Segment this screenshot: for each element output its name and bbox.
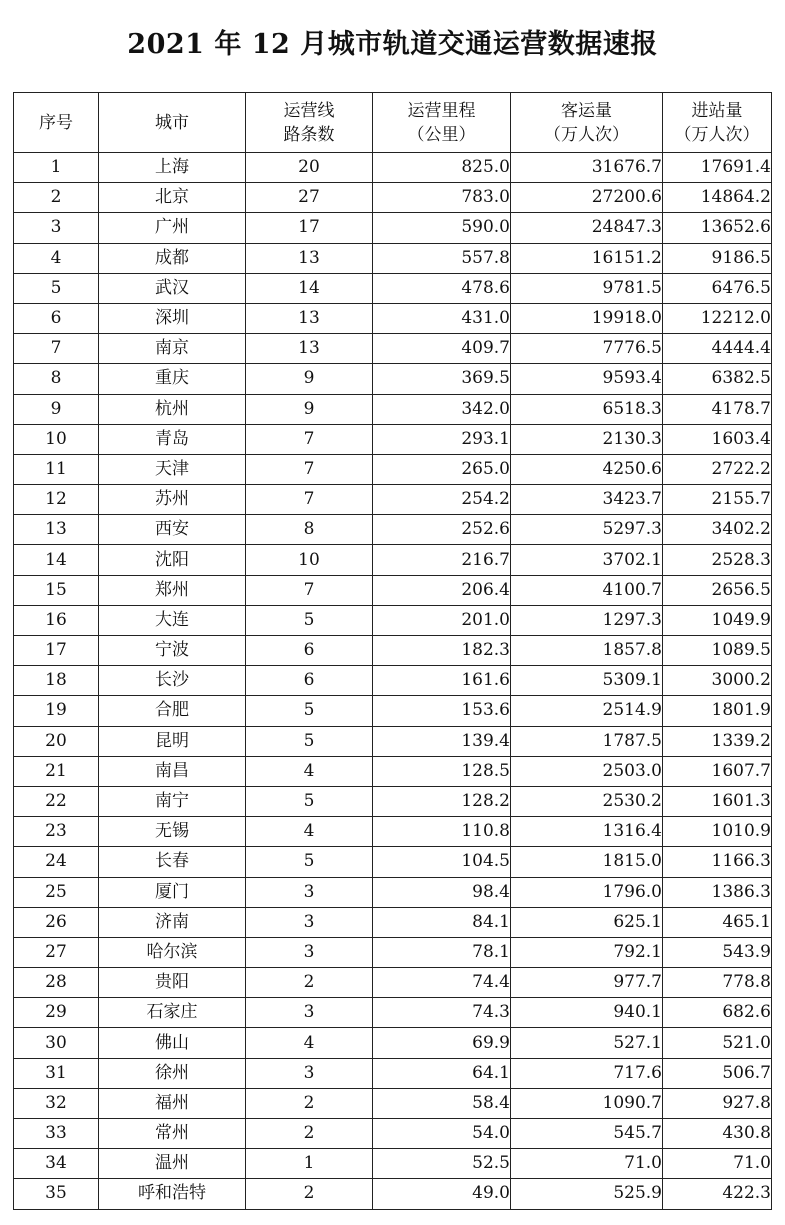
cell-line-count: 6 [246, 636, 373, 666]
cell-length: 64.1 [373, 1058, 511, 1088]
cell-length: 825.0 [373, 153, 511, 183]
cell-seq: 3 [14, 213, 99, 243]
table-row [14, 1119, 772, 1149]
cell-ridership: 545.7 [511, 1119, 663, 1149]
cell-ridership: 4250.6 [511, 454, 663, 484]
header-seq-line: 序号 [39, 112, 73, 133]
table-body [14, 153, 772, 1210]
header-ridership-line: （万人次） [544, 124, 629, 145]
cell-ridership: 27200.6 [511, 183, 663, 213]
cell-city: 长沙 [99, 666, 246, 696]
cell-ridership: 527.1 [511, 1028, 663, 1058]
table-row [14, 424, 772, 454]
cell-entries: 465.1 [663, 907, 772, 937]
cell-length: 206.4 [373, 575, 511, 605]
table-row [14, 756, 772, 786]
cell-line-count: 8 [246, 515, 373, 545]
cell-length: 128.2 [373, 786, 511, 816]
cell-seq: 19 [14, 696, 99, 726]
cell-seq: 13 [14, 515, 99, 545]
cell-ridership: 2130.3 [511, 424, 663, 454]
cell-city: 贵阳 [99, 968, 246, 998]
cell-entries: 430.8 [663, 1119, 772, 1149]
cell-ridership: 625.1 [511, 907, 663, 937]
header-city-line: 城市 [155, 112, 189, 133]
table-row [14, 575, 772, 605]
cell-ridership: 7776.5 [511, 334, 663, 364]
cell-line-count: 4 [246, 756, 373, 786]
cell-seq: 14 [14, 545, 99, 575]
table-row [14, 243, 772, 273]
cell-entries: 1089.5 [663, 636, 772, 666]
cell-seq: 12 [14, 485, 99, 515]
table-row [14, 1179, 772, 1209]
header-entries-line: （万人次） [674, 124, 760, 145]
cell-entries: 927.8 [663, 1088, 772, 1118]
cell-city: 杭州 [99, 394, 246, 424]
cell-entries: 2155.7 [663, 485, 772, 515]
cell-entries: 4178.7 [663, 394, 772, 424]
cell-ridership: 31676.7 [511, 153, 663, 183]
cell-line-count: 20 [246, 153, 373, 183]
cell-seq: 17 [14, 636, 99, 666]
table-row [14, 726, 772, 756]
cell-entries: 13652.6 [663, 213, 772, 243]
cell-city: 福州 [99, 1088, 246, 1118]
header-length-line: （公里） [407, 124, 476, 145]
cell-entries: 1010.9 [663, 817, 772, 847]
cell-length: 78.1 [373, 937, 511, 967]
cell-ridership: 6518.3 [511, 394, 663, 424]
cell-city: 佛山 [99, 1028, 246, 1058]
cell-ridership: 717.6 [511, 1058, 663, 1088]
cell-city: 广州 [99, 213, 246, 243]
cell-entries: 506.7 [663, 1058, 772, 1088]
cell-line-count: 1 [246, 1149, 373, 1179]
table-row [14, 394, 772, 424]
cell-seq: 24 [14, 847, 99, 877]
cell-length: 252.6 [373, 515, 511, 545]
cell-line-count: 2 [246, 1179, 373, 1209]
cell-length: 201.0 [373, 605, 511, 635]
cell-entries: 1386.3 [663, 877, 772, 907]
cell-city: 深圳 [99, 303, 246, 333]
cell-seq: 2 [14, 183, 99, 213]
cell-entries: 9186.5 [663, 243, 772, 273]
cell-city: 大连 [99, 605, 246, 635]
cell-line-count: 6 [246, 666, 373, 696]
table-row [14, 1088, 772, 1118]
page-title: 2021 年 12 月城市轨道交通运营数据速报 [127, 29, 658, 60]
cell-length: 369.5 [373, 364, 511, 394]
cell-line-count: 13 [246, 334, 373, 364]
cell-ridership: 792.1 [511, 937, 663, 967]
cell-seq: 28 [14, 968, 99, 998]
table-row [14, 666, 772, 696]
table-row [14, 907, 772, 937]
cell-entries: 1049.9 [663, 605, 772, 635]
table-row [14, 696, 772, 726]
cell-ridership: 1090.7 [511, 1088, 663, 1118]
table-row [14, 515, 772, 545]
cell-ridership: 2503.0 [511, 756, 663, 786]
table-row [14, 636, 772, 666]
cell-city: 石家庄 [99, 998, 246, 1028]
header-city [99, 93, 246, 153]
table-row [14, 968, 772, 998]
cell-seq: 6 [14, 303, 99, 333]
cell-ridership: 3423.7 [511, 485, 663, 515]
cell-city: 上海 [99, 153, 246, 183]
cell-length: 161.6 [373, 666, 511, 696]
cell-length: 58.4 [373, 1088, 511, 1118]
cell-line-count: 5 [246, 786, 373, 816]
cell-length: 49.0 [373, 1179, 511, 1209]
cell-city: 沈阳 [99, 545, 246, 575]
cell-city: 成都 [99, 243, 246, 273]
cell-length: 69.9 [373, 1028, 511, 1058]
cell-entries: 3402.2 [663, 515, 772, 545]
cell-entries: 17691.4 [663, 153, 772, 183]
cell-city: 徐州 [99, 1058, 246, 1088]
cell-length: 84.1 [373, 907, 511, 937]
cell-length: 98.4 [373, 877, 511, 907]
cell-seq: 23 [14, 817, 99, 847]
cell-line-count: 2 [246, 1088, 373, 1118]
cell-entries: 71.0 [663, 1149, 772, 1179]
cell-seq: 31 [14, 1058, 99, 1088]
cell-length: 52.5 [373, 1149, 511, 1179]
table-row [14, 877, 772, 907]
cell-ridership: 16151.2 [511, 243, 663, 273]
header-line-count-line: 运营线 [283, 100, 335, 121]
cell-ridership: 1796.0 [511, 877, 663, 907]
cell-seq: 4 [14, 243, 99, 273]
cell-seq: 21 [14, 756, 99, 786]
cell-line-count: 7 [246, 485, 373, 515]
cell-entries: 1166.3 [663, 847, 772, 877]
cell-line-count: 5 [246, 605, 373, 635]
cell-ridership: 940.1 [511, 998, 663, 1028]
cell-length: 74.3 [373, 998, 511, 1028]
table-row [14, 1058, 772, 1088]
cell-seq: 20 [14, 726, 99, 756]
cell-entries: 1801.9 [663, 696, 772, 726]
cell-seq: 25 [14, 877, 99, 907]
cell-city: 昆明 [99, 726, 246, 756]
cell-city: 温州 [99, 1149, 246, 1179]
cell-ridership: 4100.7 [511, 575, 663, 605]
cell-line-count: 13 [246, 303, 373, 333]
cell-entries: 12212.0 [663, 303, 772, 333]
cell-city: 宁波 [99, 636, 246, 666]
header-ridership-line: 客运量 [561, 100, 612, 121]
cell-length: 182.3 [373, 636, 511, 666]
cell-entries: 1603.4 [663, 424, 772, 454]
cell-seq: 29 [14, 998, 99, 1028]
cell-ridership: 525.9 [511, 1179, 663, 1209]
table-row [14, 817, 772, 847]
cell-length: 409.7 [373, 334, 511, 364]
cell-city: 天津 [99, 454, 246, 484]
table-row [14, 213, 772, 243]
cell-ridership: 977.7 [511, 968, 663, 998]
cell-line-count: 7 [246, 454, 373, 484]
table-row [14, 605, 772, 635]
cell-line-count: 9 [246, 364, 373, 394]
cell-seq: 10 [14, 424, 99, 454]
cell-length: 128.5 [373, 756, 511, 786]
table-row [14, 303, 772, 333]
cell-seq: 15 [14, 575, 99, 605]
header-length-line: 运营里程 [407, 100, 476, 121]
cell-entries: 14864.2 [663, 183, 772, 213]
cell-line-count: 27 [246, 183, 373, 213]
cell-ridership: 19918.0 [511, 303, 663, 333]
cell-line-count: 3 [246, 877, 373, 907]
cell-ridership: 5297.3 [511, 515, 663, 545]
cell-ridership: 24847.3 [511, 213, 663, 243]
table-row [14, 364, 772, 394]
cell-ridership: 71.0 [511, 1149, 663, 1179]
cell-seq: 11 [14, 454, 99, 484]
cell-length: 478.6 [373, 273, 511, 303]
cell-length: 54.0 [373, 1119, 511, 1149]
cell-line-count: 2 [246, 968, 373, 998]
cell-city: 苏州 [99, 485, 246, 515]
table-row [14, 1149, 772, 1179]
cell-seq: 18 [14, 666, 99, 696]
header-line-count [246, 93, 373, 153]
cell-city: 青岛 [99, 424, 246, 454]
cell-city: 无锡 [99, 817, 246, 847]
cell-city: 呼和浩特 [99, 1179, 246, 1209]
cell-entries: 422.3 [663, 1179, 772, 1209]
table-header-row [14, 93, 772, 153]
cell-line-count: 9 [246, 394, 373, 424]
header-seq [14, 93, 99, 153]
cell-length: 293.1 [373, 424, 511, 454]
header-length [373, 93, 511, 153]
cell-entries: 2656.5 [663, 575, 772, 605]
cell-seq: 1 [14, 153, 99, 183]
cell-entries: 1601.3 [663, 786, 772, 816]
cell-seq: 32 [14, 1088, 99, 1118]
header-ridership [511, 93, 663, 153]
cell-city: 重庆 [99, 364, 246, 394]
cell-length: 110.8 [373, 817, 511, 847]
cell-ridership: 9781.5 [511, 273, 663, 303]
cell-seq: 5 [14, 273, 99, 303]
cell-seq: 27 [14, 937, 99, 967]
table-row [14, 786, 772, 816]
table-row [14, 937, 772, 967]
cell-seq: 8 [14, 364, 99, 394]
cell-entries: 543.9 [663, 937, 772, 967]
cell-seq: 9 [14, 394, 99, 424]
cell-city: 武汉 [99, 273, 246, 303]
cell-seq: 26 [14, 907, 99, 937]
cell-entries: 778.8 [663, 968, 772, 998]
cell-line-count: 3 [246, 907, 373, 937]
header-entries [663, 93, 772, 153]
table-row [14, 485, 772, 515]
cell-line-count: 13 [246, 243, 373, 273]
cell-line-count: 17 [246, 213, 373, 243]
header-entries-line: 进站量 [691, 100, 743, 121]
cell-line-count: 5 [246, 726, 373, 756]
cell-city: 西安 [99, 515, 246, 545]
cell-line-count: 3 [246, 998, 373, 1028]
cell-ridership: 2514.9 [511, 696, 663, 726]
cell-ridership: 1316.4 [511, 817, 663, 847]
table-row [14, 273, 772, 303]
cell-entries: 2722.2 [663, 454, 772, 484]
cell-entries: 1607.7 [663, 756, 772, 786]
cell-city: 北京 [99, 183, 246, 213]
cell-entries: 4444.4 [663, 334, 772, 364]
cell-seq: 33 [14, 1119, 99, 1149]
cell-length: 265.0 [373, 454, 511, 484]
cell-line-count: 4 [246, 1028, 373, 1058]
cell-length: 216.7 [373, 545, 511, 575]
cell-city: 哈尔滨 [99, 937, 246, 967]
cell-seq: 30 [14, 1028, 99, 1058]
cell-city: 郑州 [99, 575, 246, 605]
cell-length: 139.4 [373, 726, 511, 756]
table-row [14, 183, 772, 213]
cell-length: 590.0 [373, 213, 511, 243]
cell-entries: 6382.5 [663, 364, 772, 394]
cell-city: 南京 [99, 334, 246, 364]
cell-line-count: 3 [246, 937, 373, 967]
cell-city: 合肥 [99, 696, 246, 726]
cell-length: 557.8 [373, 243, 511, 273]
cell-line-count: 10 [246, 545, 373, 575]
cell-line-count: 2 [246, 1119, 373, 1149]
cell-entries: 521.0 [663, 1028, 772, 1058]
table-row [14, 153, 772, 183]
cell-ridership: 1857.8 [511, 636, 663, 666]
cell-city: 济南 [99, 907, 246, 937]
table-row [14, 454, 772, 484]
table-row [14, 545, 772, 575]
cell-city: 厦门 [99, 877, 246, 907]
cell-ridership: 5309.1 [511, 666, 663, 696]
cell-seq: 34 [14, 1149, 99, 1179]
cell-city: 南宁 [99, 786, 246, 816]
cell-line-count: 7 [246, 424, 373, 454]
table-row [14, 998, 772, 1028]
cell-length: 74.4 [373, 968, 511, 998]
header-line-count-line: 路条数 [283, 124, 335, 145]
cell-line-count: 3 [246, 1058, 373, 1088]
cell-ridership: 9593.4 [511, 364, 663, 394]
cell-entries: 2528.3 [663, 545, 772, 575]
metro-operation-table [13, 92, 772, 1210]
cell-seq: 16 [14, 605, 99, 635]
cell-length: 254.2 [373, 485, 511, 515]
cell-seq: 22 [14, 786, 99, 816]
cell-ridership: 1787.5 [511, 726, 663, 756]
table-row [14, 334, 772, 364]
cell-line-count: 14 [246, 273, 373, 303]
cell-ridership: 1297.3 [511, 605, 663, 635]
table-row [14, 847, 772, 877]
cell-entries: 6476.5 [663, 273, 772, 303]
cell-city: 长春 [99, 847, 246, 877]
cell-line-count: 5 [246, 847, 373, 877]
cell-length: 104.5 [373, 847, 511, 877]
cell-city: 南昌 [99, 756, 246, 786]
cell-ridership: 3702.1 [511, 545, 663, 575]
cell-seq: 7 [14, 334, 99, 364]
cell-city: 常州 [99, 1119, 246, 1149]
cell-length: 431.0 [373, 303, 511, 333]
cell-line-count: 4 [246, 817, 373, 847]
cell-ridership: 1815.0 [511, 847, 663, 877]
cell-entries: 1339.2 [663, 726, 772, 756]
cell-entries: 3000.2 [663, 666, 772, 696]
cell-ridership: 2530.2 [511, 786, 663, 816]
cell-entries: 682.6 [663, 998, 772, 1028]
cell-length: 783.0 [373, 183, 511, 213]
cell-line-count: 7 [246, 575, 373, 605]
cell-length: 153.6 [373, 696, 511, 726]
table-row [14, 1028, 772, 1058]
cell-length: 342.0 [373, 394, 511, 424]
cell-line-count: 5 [246, 696, 373, 726]
cell-seq: 35 [14, 1179, 99, 1209]
